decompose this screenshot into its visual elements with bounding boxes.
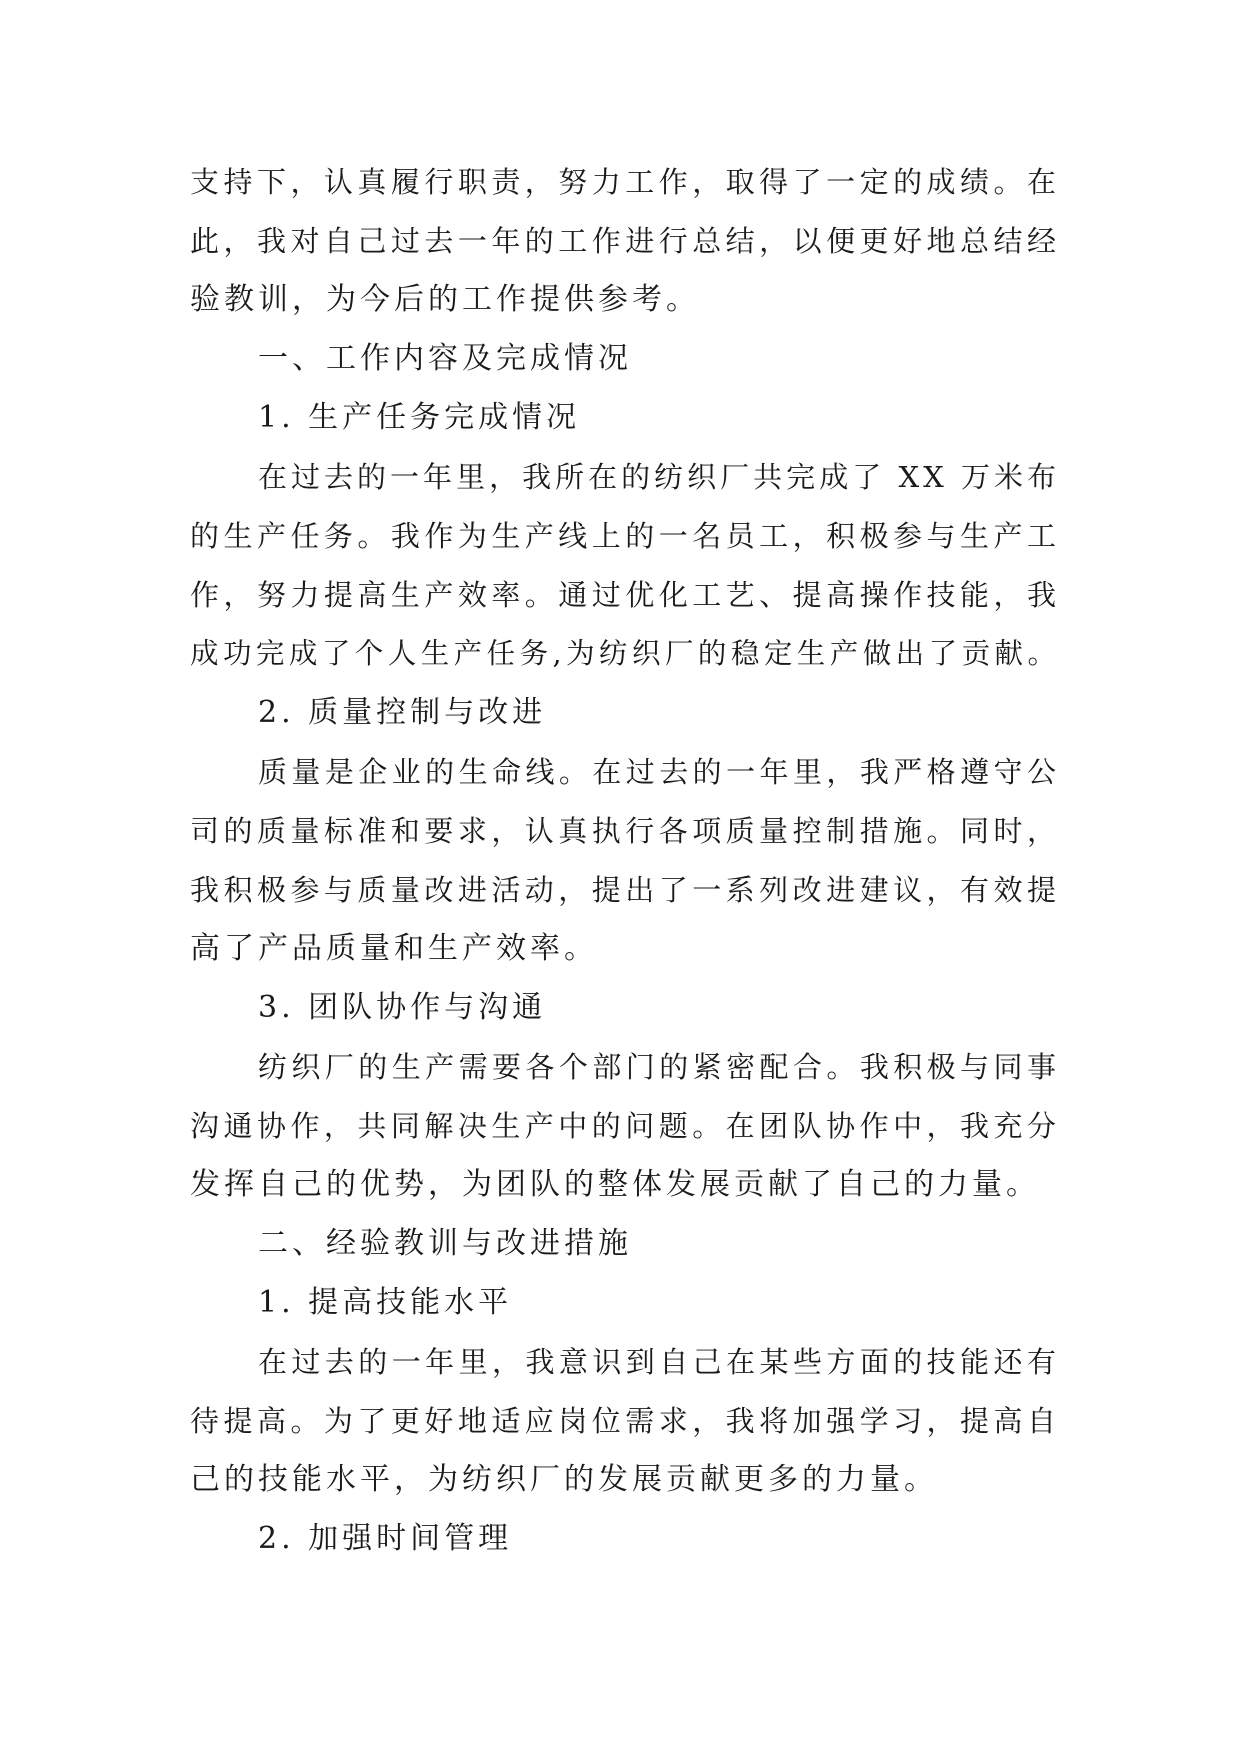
text-line: 此，我对自己过去一年的工作进行总结，以便更好地总结经 xyxy=(190,224,1060,258)
text-line: 发挥自己的优势，为团队的整体发展贡献了自己的力量。 xyxy=(190,1167,1040,1202)
text-line: 沟通协作，共同解决生产中的问题。在团队协作中，我充分 xyxy=(190,1109,1060,1143)
text-line: 纺织厂的生产需要各个部门的紧密配合。我积极与同事 xyxy=(258,1050,1060,1084)
text-line: 二、经验教训与改进措施 xyxy=(258,1226,632,1261)
document-body xyxy=(190,162,1060,1578)
text-line: 司的质量标准和要求，认真执行各项质量控制措施。同时， xyxy=(190,814,1060,848)
text-line: 在过去的一年里，我意识到自己在某些方面的技能还有 xyxy=(258,1345,1060,1379)
text-line: 己的技能水平，为纺织厂的发展贡献更多的力量。 xyxy=(190,1462,938,1497)
text-line: 高了产品质量和生产效率。 xyxy=(190,931,598,966)
text-line: 1. 提高技能水平 xyxy=(258,1285,513,1320)
text-line: 2. 加强时间管理 xyxy=(258,1521,513,1556)
text-line: 我积极参与质量改进活动，提出了一系列改进建议，有效提 xyxy=(190,873,1060,907)
text-line: 待提高。为了更好地适应岗位需求，我将加强学习，提高自 xyxy=(190,1404,1060,1438)
text-line: 的生产任务。我作为生产线上的一名员工，积极参与生产工 xyxy=(190,519,1060,553)
text-line: 在过去的一年里，我所在的纺织厂共完成了 XX 万米布 xyxy=(258,460,1060,494)
text-line: 一、工作内容及完成情况 xyxy=(258,341,632,376)
text-line: 2. 质量控制与改进 xyxy=(258,695,547,730)
text-line: 成功完成了个人生产任务,为纺织厂的稳定生产做出了贡献。 xyxy=(190,637,1060,670)
text-line: 作，努力提高生产效率。通过优化工艺、提高操作技能，我 xyxy=(190,578,1060,612)
text-line: 3. 团队协作与沟通 xyxy=(258,990,547,1025)
text-line: 1. 生产任务完成情况 xyxy=(258,400,581,435)
text-line: 质量是企业的生命线。在过去的一年里，我严格遵守公 xyxy=(258,755,1060,789)
text-line: 验教训，为今后的工作提供参考。 xyxy=(190,282,700,317)
text-line: 支持下，认真履行职责，努力工作，取得了一定的成绩。在 xyxy=(190,165,1060,199)
